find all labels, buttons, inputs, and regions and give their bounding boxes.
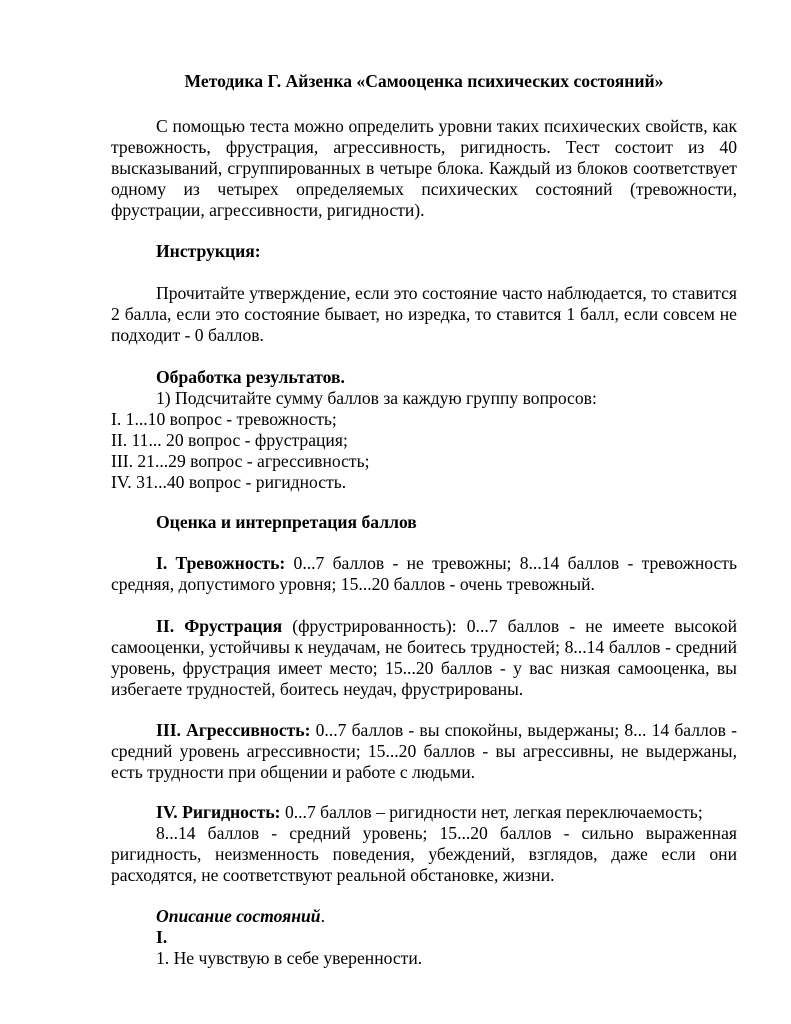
description-heading: Описание состояний bbox=[156, 906, 321, 926]
interpretation-heading: Оценка и интерпретация баллов bbox=[156, 512, 417, 532]
description-heading-dot: . bbox=[320, 906, 325, 926]
processing-item: III. 21...29 вопрос - агрессивность; bbox=[111, 451, 370, 471]
processing-section bbox=[111, 367, 782, 409]
rigidity-text: 0...7 баллов – ригидности нет, легкая переключаемость; bbox=[280, 802, 703, 822]
rigidity-label: IV. Ригидность: bbox=[156, 802, 281, 822]
aggression-text: 0...7 баллов - вы спокойны, выдержаны; 8... 14 баллов - средний уровень агрессивности; 15...20 баллов - вы агрессивны, не выдержаны, есть трудности при общении и работе с людьми. bbox=[111, 720, 737, 782]
instruction-text: Прочитайте утверждение, если это состояние часто наблюдается, то ставится 2 балла, если это состояние бывает, но изредка, то ставится 1 балл, если совсем не подходит - 0 баллов. bbox=[111, 283, 737, 345]
frustration-label: II. Фрустрация bbox=[156, 616, 283, 636]
anxiety-text: 0...7 баллов - не тревожны; 8...14 баллов - тревожность средняя, допустимого уровня; 15...20 баллов - очень тревожный. bbox=[111, 553, 737, 594]
processing-item: I. 1...10 вопрос - тревожность; bbox=[111, 409, 337, 429]
rigidity-paragraph: 8...14 баллов - средний уровень; 15...20 баллов - сильно выраженная ригидность, неизменность поведения, убеждений, взглядов, даже если они расходятся, не соответствуют реальной обстановке, жизни. bbox=[111, 823, 737, 885]
anxiety-paragraph bbox=[111, 553, 737, 595]
frustration-text: (фрустрированность): 0...7 баллов - не имеете высокой самооценки, устойчивы к неудачам, не боитесь трудностей; 8...14 баллов - средний уровень, фрустрация имеет место; 15...20 баллов - у вас низкая самооценка, вы избегаете трудностей, боитесь неудач, фрустрированы. bbox=[111, 616, 737, 699]
processing-item: II. 11... 20 вопрос - фрустрация; bbox=[111, 430, 348, 450]
description-item: 1. Не чувствую в себе уверенности. bbox=[156, 948, 423, 968]
description-section-number: I. bbox=[156, 927, 168, 947]
anxiety-label: I. Тревожность: bbox=[156, 553, 286, 573]
description-heading-line bbox=[156, 906, 782, 927]
document-title: Методика Г. Айзенка «Самооценка психических состояний» bbox=[184, 71, 664, 91]
instruction-heading: Инструкция: bbox=[156, 241, 261, 261]
frustration-paragraph bbox=[111, 616, 737, 700]
aggression-label: III. Агрессивность: bbox=[156, 720, 311, 740]
processing-heading: Обработка результатов. bbox=[156, 367, 345, 387]
description-section bbox=[111, 906, 782, 969]
processing-item: 1) Подсчитайте сумму баллов за каждую группу вопросов: bbox=[156, 388, 597, 408]
processing-list bbox=[111, 409, 737, 493]
rigidity-line bbox=[111, 802, 782, 823]
intro-paragraph: С помощью теста можно определить уровни таких психических свойств, как тревожность, фрустрация, агрессивность, ригидность. Тест состоит из 40 высказываний, сгруппированных в четыре блока. Каждый из блоков соответствует одному из четырех определяемых психических состояний (тревожности, фрустрации, агрессивности, ригидности). bbox=[111, 116, 737, 220]
processing-item: IV. 31...40 вопрос - ригидность. bbox=[111, 472, 347, 492]
aggression-paragraph bbox=[111, 720, 737, 783]
